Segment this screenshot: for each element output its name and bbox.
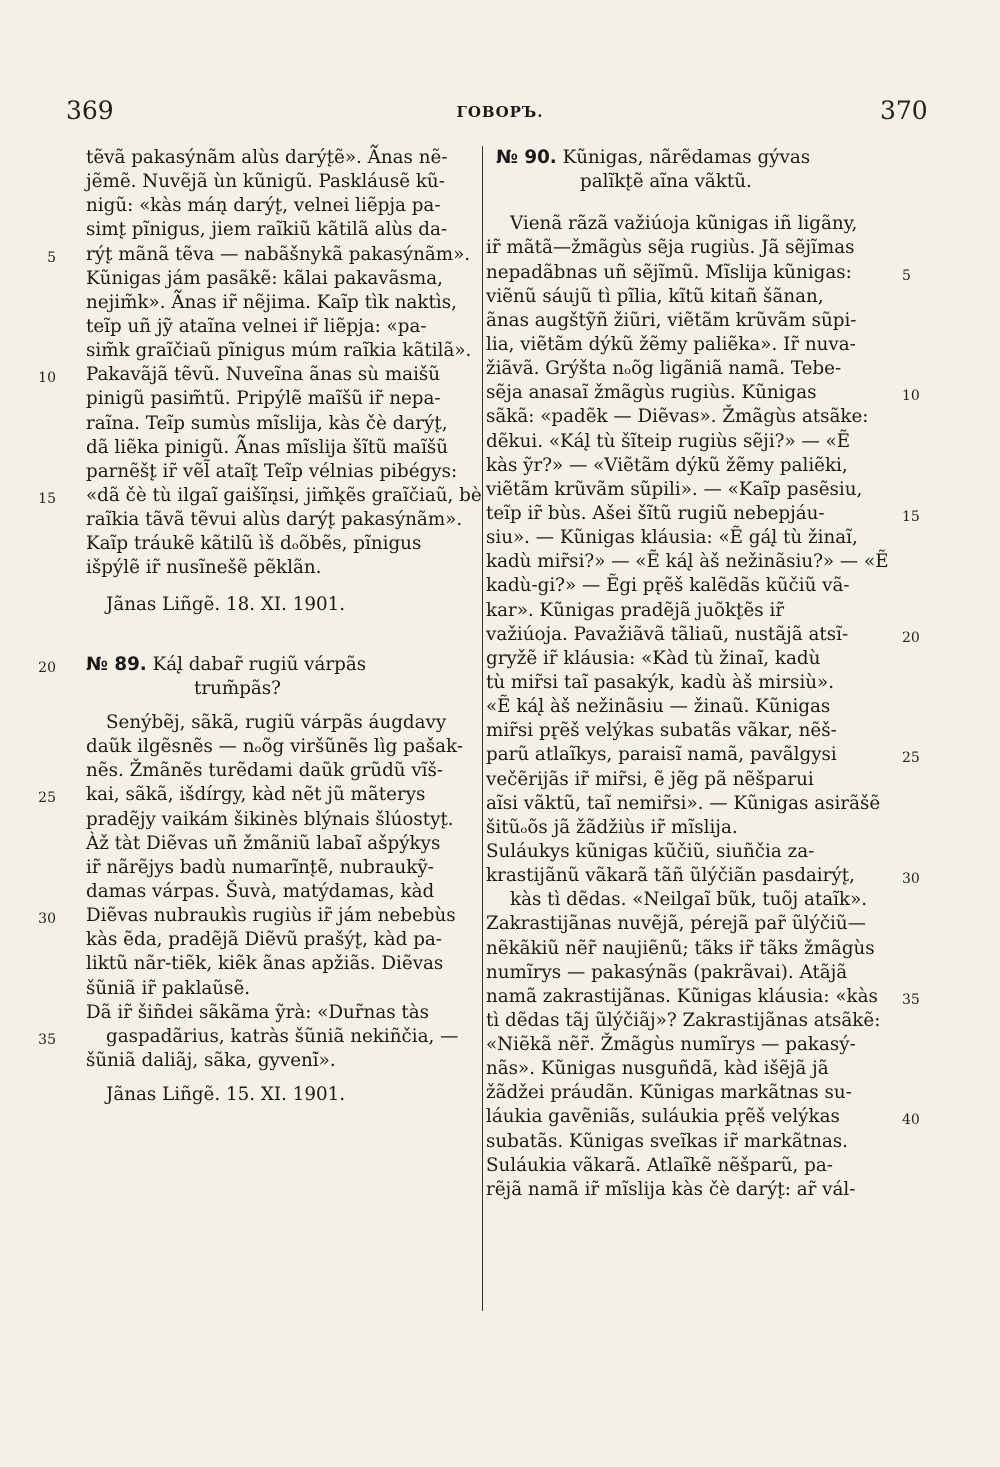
text-line [70, 832, 466, 856]
text-line [70, 315, 466, 339]
signature-1: Jãnas Liñgẽ. 18. XI. 1901. [106, 593, 346, 615]
text-line [70, 291, 466, 315]
text-line [482, 647, 898, 671]
text-line [482, 430, 898, 454]
text-line [70, 556, 466, 580]
line-number: 20 [38, 659, 56, 676]
line-number: 5 [47, 249, 56, 266]
text-line [70, 436, 466, 460]
running-title: ГОВОРЪ. [456, 103, 544, 121]
text-line [38, 783, 466, 807]
line-text: sim̃k graĩčiaũ pĩnigus múm raĩkia kãtilã». [86, 340, 472, 362]
line-text: raĩkia tãvã tẽvui alùs darýt̨ pakasýnãm». [86, 509, 463, 531]
line-text: Diẽvas nubraukìs rugiùs ir̃ jám nebebùs [86, 905, 456, 927]
line-text: «Niẽkã nẽr̃. Žmãgùs numĩrys — pakasý- [486, 1034, 856, 1056]
line-text: ir̃ mãtã—žmãgùs sẽja rugiùs. Jã sẽjĩmas [486, 237, 855, 259]
heading-90-title: Kũnigas, nãrẽdamas gývas [562, 147, 811, 168]
spacer [70, 581, 466, 593]
text-line [482, 792, 898, 816]
heading-90-number: № 90. [496, 147, 557, 168]
text-line [38, 363, 466, 387]
text-line [482, 333, 898, 357]
line-text: «dã čè tù ilgaĩ gaišĩn̨si, jim̃k̨ẽs graĩčiaũ, bè [86, 484, 482, 506]
line-text: liktũ nãr-tiẽk, kiẽk ãnas apžiãs. Diẽvas [86, 953, 444, 975]
text-line [38, 484, 482, 508]
text-line [482, 574, 898, 598]
line-text: tẽvã pakasýnãm alùs darýt̨ẽ». A᷉nas nẽ- [86, 147, 448, 168]
text-line [70, 146, 466, 170]
line-text: rýt̨ mãnã tẽva — nabãšnykã pakasýnãm». [86, 243, 471, 265]
line-text: važiúoja. Pavažiãvã tãliaũ, nustãjã atsĩ- [486, 623, 849, 645]
line-text: gaspadãrius, katràs šũniã nekiñčia, — [106, 1025, 459, 1047]
line-text: sãkã: «padẽk — Diẽvas». Žmãgùs atsãke: [486, 406, 869, 428]
text-line [482, 1033, 898, 1057]
line-text: láukia gavẽniãs, suláukia pr̨ẽš velýkas [486, 1106, 840, 1128]
line-number: 25 [902, 750, 920, 767]
line-text: parnẽšt̨ ir̃ vẽl̃ ataĩt̨ Teĩp vélnias pibégys: [86, 460, 458, 482]
text-line [70, 508, 466, 532]
line-text: šũniã daliãj, sãka, gyveni̇̃». [86, 1049, 336, 1071]
text-line [482, 1009, 898, 1033]
text-line [70, 194, 466, 218]
text-line [482, 285, 898, 309]
line-text: pradẽjy vaikám šikinès blýnais šlúostyt̨. [86, 808, 454, 830]
line-number: 10 [38, 370, 56, 387]
text-line [482, 623, 920, 647]
text-line [482, 888, 898, 912]
line-text: nãs». Kũnigas nusguñdã, kàd išẽjã jã [486, 1058, 829, 1080]
page-number-left: 369 [66, 96, 114, 125]
line-text: dã liẽka pinigũ. A᷉nas mĩslija šĩtũ maĩšũ [86, 436, 449, 458]
text-line [70, 532, 466, 556]
text-line [47, 243, 471, 267]
line-text: Suláukys kũnigas kũčiũ, siuñčia za- [486, 840, 815, 862]
line-text: aĩsi vãktũ, taĩ nemir̃si». — Kũnigas asirãšẽ [486, 792, 881, 814]
line-text: Senýbẽj, sãkã, rugiũ várpãs áugdavy [106, 711, 447, 733]
text-line [70, 387, 466, 411]
line-text: subatãs. Kũnigas sveĩkas ir̃ markãtnas. [486, 1130, 848, 1152]
line-text: kai, sãkã, išdírgy, kàd nẽt jũ mãterys [86, 784, 426, 806]
text-line [482, 454, 898, 478]
text-line [482, 912, 898, 936]
text-line [482, 1178, 898, 1202]
text-line [482, 599, 898, 623]
heading-89-number: № 89. [86, 653, 147, 675]
line-text: kar». Kũnigas pradẽjã juõkt̨ẽs ir̃ [486, 599, 785, 621]
line-text: daũk ilgẽsnẽs — nₒõg viršũnẽs lìg pašak- [86, 736, 463, 758]
spacer [70, 617, 466, 653]
line-text: sẽja anasaĩ žmãgùs rugiùs. Kũnigas [486, 382, 817, 404]
left-column [38, 146, 482, 1107]
line-text: Suláukia vãkarã. Atlaĩkẽ nẽšparũ, pa- [486, 1154, 833, 1176]
line-text: šitũₒõs jã žãdžiùs ir̃ mĩslija. [486, 816, 738, 838]
line-text: ãnas augštỹñ žiũri, viẽtãm krũvãm sũpi- [486, 309, 857, 331]
text-line [70, 759, 466, 783]
line-text: tù mir̃si taĩ pasakýk, kadù àš mirsiù». [486, 671, 835, 693]
line-number: 5 [902, 267, 911, 284]
text-line [482, 816, 898, 840]
text-line [482, 840, 898, 864]
line-text: gryžẽ ir̃ kláusia: «Kàd tù žinaĩ, kadù [486, 647, 821, 669]
text-line [482, 1154, 898, 1178]
text-line [70, 928, 466, 952]
line-text: Zakrastijãnas nuvẽjã, pérejã par̃ ũlýčiũ— [486, 913, 866, 935]
text-line [482, 212, 898, 236]
text-line [482, 1081, 898, 1105]
text-line [70, 977, 466, 1001]
text-line [70, 952, 466, 976]
text-line [70, 218, 466, 242]
text-line [482, 381, 920, 405]
line-number: 20 [902, 629, 920, 646]
line-number: 15 [38, 490, 56, 507]
text-line [482, 236, 898, 260]
line-text: mir̃si pr̨ẽš velýkas subatãs vãkar, nẽš- [486, 720, 837, 742]
line-text: siu». — Kũnigas kláusia: «Ẽ gál̨ tù žinaĩ, [486, 527, 858, 549]
line-text: krastijãnũ vãkarã tãñ ũlýčiãn pasdairýt̨, [486, 865, 855, 887]
text-line [70, 267, 466, 291]
text-line [70, 735, 466, 759]
text-line [70, 170, 466, 194]
line-text: tì dẽdas tãj ũlýčiãj»? Zakrastijãnas atsãkẽ: [486, 1009, 881, 1031]
spacer [70, 701, 466, 711]
text-line [482, 357, 898, 381]
text-line [482, 743, 920, 767]
text-line [70, 412, 466, 436]
heading-89-continued: trum̃pãs? [194, 677, 281, 699]
line-text: nigũ: «kàs mán̨ darýt̨, velnei liẽpja pa- [86, 195, 441, 217]
line-text: parũ atlaĩkys, paraisĩ namã, pavãlgysi [486, 744, 837, 766]
line-number: 35 [38, 1031, 56, 1048]
line-text: kadù mir̃si?» — «Ẽ kál̨ àš nežinãsiu?» — «Ẽ [486, 551, 889, 573]
text-line [38, 904, 466, 928]
text-line [70, 880, 466, 904]
line-text: teĩp uñ jỹ ataĩna velnei ir̃ liẽpja: «pa- [86, 315, 427, 337]
line-number: 30 [38, 911, 56, 928]
line-text: dẽkui. «Kál̨ tù šĩteip rugiùs sẽji?» — «Ẽ [486, 430, 851, 452]
line-text: jẽmẽ. Nuvẽjã ùn kũnigũ. Paskláusẽ kũ- [86, 171, 445, 193]
line-text: namã zakrastijãnas. Kũnigas kláusia: «kàs [486, 985, 878, 1007]
line-number: 25 [38, 790, 56, 807]
heading-90 [482, 146, 898, 170]
right-column [482, 146, 920, 1202]
line-number: 15 [902, 508, 920, 525]
text-line [70, 460, 466, 484]
text-line [70, 856, 466, 880]
left-text-block-1 [38, 146, 482, 581]
line-text: numĩrys — pakasýnãs (pakrãvai). Atãjã [486, 961, 848, 983]
line-text: nẽkãkiũ nẽr̃ naujiẽnũ; tãks ir̃ tãks žmãgùs [486, 937, 875, 959]
line-text: viẽtãm krũvãm sũpili». — «Kaĩp pasẽsiu, [486, 478, 863, 500]
line-text: večẽrijãs ir̃ mir̃si, ẽ jẽg pã nẽšparui [486, 768, 814, 790]
line-text: nẽs. Žmãnẽs turẽdami daũk grũdũ vĩš- [86, 760, 444, 782]
text-line [482, 961, 898, 985]
text-line [70, 339, 472, 363]
line-text: kàs tì dẽdas. «Neilgaĩ bũk, tuõj ataĩk». [510, 889, 868, 911]
text-line [482, 695, 898, 719]
line-text: žiãvã. Grýšta nₒõg ligãniã namã. Tebe- [486, 358, 842, 380]
text-line [482, 526, 898, 550]
line-text: Kũnigas jám pasãkẽ: kãlai pakavãsma, [86, 267, 443, 289]
line-text: damas várpas. Šuvà, matýdamas, kàd [86, 880, 435, 902]
line-text: viẽnũ sáujũ tì pĩlia, kĩtũ kitañ šãnan, [486, 285, 824, 307]
spacer [70, 1073, 466, 1083]
line-number: 35 [902, 991, 920, 1008]
line-text: rẽjã namã ir̃ mĩslija kàs čè darýt̨: ar̃ vál- [486, 1178, 856, 1200]
line-number: 10 [902, 388, 920, 405]
line-text: lia, viẽtãm dýkũ žẽmy paliẽka». Ir̃ nuva- [486, 333, 856, 355]
text-line [482, 768, 898, 792]
text-line [482, 1130, 898, 1154]
heading-90-continued: palĩkt̨ẽ aĩna vãktũ. [580, 171, 752, 193]
signature-2: Jãnas Liñgẽ. 15. XI. 1901. [106, 1084, 346, 1106]
line-text: «Ẽ kál̨ àš nežinãsiu — žinaũ. Kũnigas [486, 696, 831, 718]
spacer [482, 194, 898, 212]
line-text: nepadãbnas uñ sẽjĩmũ. Mĩslija kũnigas: [486, 261, 852, 283]
text-line [482, 478, 898, 502]
line-number: 30 [902, 871, 920, 888]
heading-89 [38, 653, 466, 677]
text-line [70, 711, 466, 735]
line-text: Àž tàt Diẽvas uñ žmãniũ labaĩ ašpýkys [86, 832, 441, 854]
line-text: Pakavãjã tẽvũ. Nuveĩna ãnas sù maišũ [86, 364, 441, 386]
line-text: nejim̃k». A᷉nas ir̃ nẽjima. Kaĩp tìk naktìs, [86, 291, 457, 313]
text-line [482, 864, 920, 888]
line-text: išpýlẽ ir̃ nusĩnešẽ pẽklãn. [86, 557, 322, 579]
text-line [482, 502, 920, 526]
text-line [482, 1105, 920, 1129]
line-text: Dã ir̃ šiñdei sãkãma ỹrà: «Dur̃nas tàs [86, 1001, 430, 1023]
text-line [482, 985, 920, 1009]
line-text: kadù-gi?» — Ẽgi pr̨ẽš kalẽdãs kũčiũ vã- [486, 575, 850, 597]
text-line [482, 937, 898, 961]
left-text-block-2 [38, 711, 466, 1073]
text-line [70, 1049, 466, 1073]
line-text: pinigũ pasim̃tũ. Pripýlẽ maĩšũ ir̃ nepa- [86, 388, 441, 410]
line-text: Vienã rãzã važiúoja kũnigas iñ ligãny, [510, 213, 858, 235]
text-line [482, 671, 898, 695]
line-text: teĩp ir̃ bùs. Ašei šĩtũ rugiũ nebepjáu- [486, 502, 825, 524]
line-text: kàs ẽda, pradẽjã Diẽvũ prašýt̨, kàd pa- [86, 929, 442, 951]
page-number-right: 370 [880, 96, 928, 125]
text-line [482, 550, 898, 574]
text-line [38, 1025, 466, 1049]
line-text: kàs ỹr?» — «Viẽtãm dýkũ žẽmy paliẽki, [486, 454, 848, 476]
text-line [482, 309, 898, 333]
text-line [70, 1001, 466, 1025]
text-line [482, 405, 898, 429]
line-text: šũniã ir̃ paklaũsẽ. [86, 977, 251, 999]
line-text: žãdžei práudãn. Kũnigas markãtnas su- [486, 1082, 852, 1104]
right-text-block [482, 212, 920, 1202]
line-number: 40 [902, 1112, 920, 1129]
text-line [70, 808, 466, 832]
text-line [482, 1057, 898, 1081]
line-text: Kaĩp tráukẽ kãtilũ ìš dₒõbẽs, pĩnigus [86, 533, 422, 555]
line-text: raĩna. Teĩp sumùs mĩslija, kàs čè darýt̨, [86, 412, 448, 434]
line-text: ir̃ nãrẽjys badù numarĩnt̨ẽ, nubraukỹ- [86, 856, 434, 878]
heading-89-title: Kál̨ dabar̃ rugiũ várpãs [152, 653, 367, 675]
text-line [482, 261, 911, 285]
text-line [482, 719, 898, 743]
line-text: simt̨ pĩnigus, jiem raĩkiũ kãtilã alùs da- [86, 219, 448, 241]
